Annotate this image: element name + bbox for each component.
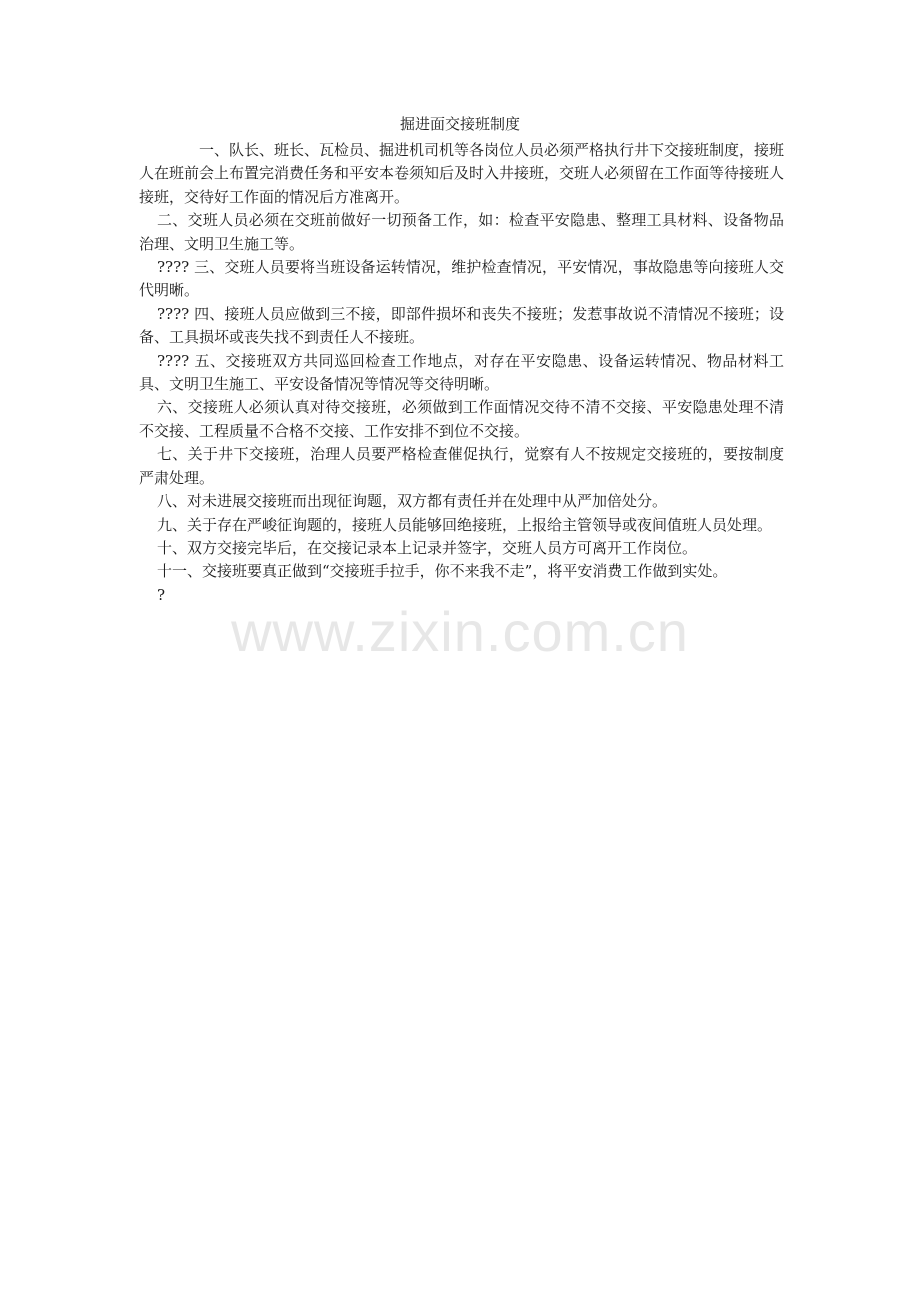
paragraph-6: 六、交接班人必须认真对待交接班，必须做到工作面情况交待不清不交接、平安隐患处理不清不交接、工程质量不合格不交接、工作安排不到位不交接。 — [139, 398, 784, 440]
paragraph-4: ???? 四、接班人员应做到三不接，即部件损坏和丧失不接班；发惹事故说不清情况不接班；设备、工具损坏或丧失找不到责任人不接班。 — [139, 304, 784, 347]
paragraph-7: 七、关于井下交接班，治理人员要严格检查催促执行，觉察有人不按规定交接班的，要按制度严肃处理。 — [139, 445, 784, 487]
paragraph-3: ???? 三、交班人员要将当班设备运转情况，维护检查情况，平安情况，事故隐患等向接班人交代明晰。 — [139, 258, 784, 300]
document-body — [139, 139, 784, 607]
paragraph-12: ? — [157, 585, 166, 604]
paragraph-8: 八、对未进展交接班而出现征询题，双方都有责任并在处理中从严加倍处分。 — [157, 492, 668, 511]
paragraph-5: ???? 五、交接班双方共同巡回检查工作地点，对存在平安隐患、设备运转情况、物品材料工具、文明卫生施工、平安设备情况等情况等交待明晰。 — [139, 351, 784, 394]
paragraph-9: 九、关于存在严峻征询题的，接班人员能够回绝接班，上报给主管领导或夜间值班人员处理。 — [157, 515, 773, 534]
paragraph-1: 一、队长、班长、瓦检员、掘进机司机等各岗位人员必须严格执行井下交接班制度，接班人在班前会上布置完消费任务和平安本卷须知后及时入井接班，交班人必须留在工作面等待接班人接班，交待好工作面的情况后方准离开。 — [139, 141, 785, 206]
watermark: www.zixin.com.cn — [231, 600, 689, 663]
paragraph-10: 十、双方交接完毕后，在交接记录本上记录并签字，交班人员方可离开工作岗位。 — [157, 538, 698, 557]
paragraph-11: 十一、交接班要真正做到“交接班手拉手，你不来我不走”，将平安消费工作做到实处。 — [157, 562, 728, 581]
paragraph-2: 二、交班人员必须在交班前做好一切预备工作，如：检查平安隐患、整理工具材料、设备物品治理、文明卫生施工等。 — [139, 211, 784, 253]
document-title: 掘进面交接班制度 — [399, 115, 520, 133]
